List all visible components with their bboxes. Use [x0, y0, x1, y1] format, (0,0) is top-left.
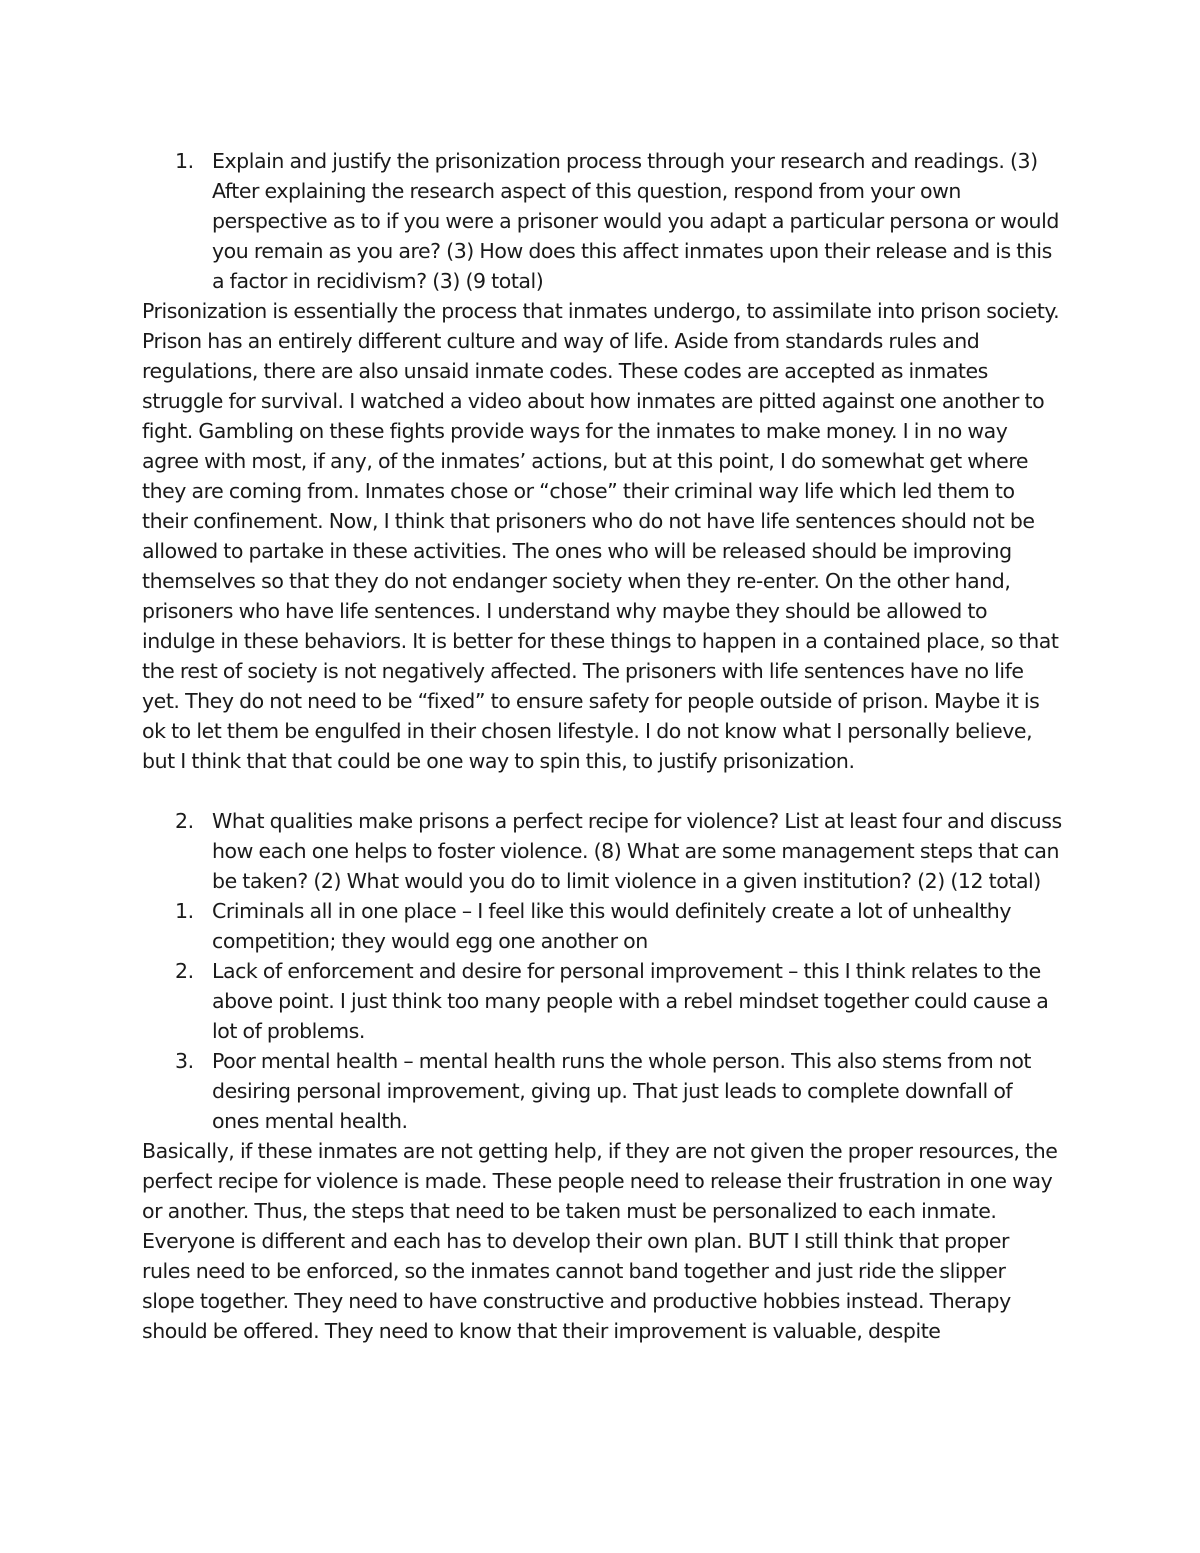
question-1-text: Explain and justify the prisonization process through your research and readings. (3) After explaining the research aspect of this question, respond from your own perspective as to if you were a prisoner would you adapt a particular persona or would you remain as you are? (3) How does this affect inmates upon their release and is this a factor in recidivism? (3) (9 total)	[212, 149, 1059, 293]
question-2-text: What qualities make prisons a perfect recipe for violence? List at least four and discuss how each one helps to foster violence. (8) What are some management steps that can be taken? (2) What would you do to limit violence in a given institution? (2) (12 total)	[212, 809, 1062, 893]
quality-item-2-number: 2.	[175, 959, 194, 983]
question-1-number: 1.	[175, 149, 194, 173]
question-2	[142, 806, 1062, 896]
quality-item-2-text: Lack of enforcement and desire for personal improvement – this I think relates to the above point. I just think too many people with a rebel mindset together could cause a lot of problems.	[212, 959, 1049, 1043]
question-2-number: 2.	[175, 809, 194, 833]
quality-item-1	[142, 896, 1062, 956]
quality-item-3	[142, 1046, 1062, 1136]
quality-item-1-number: 1.	[175, 899, 194, 923]
paragraph-spacer	[142, 776, 1062, 806]
answer-2: Basically, if these inmates are not getting help, if they are not given the proper resources, the perfect recipe for violence is made. These people need to release their frustration in one way or another. Thus, the steps that need to be taken must be personalized to each inmate. Everyone is different and each has to develop their own plan. BUT I still think that proper rules need to be enforced, so the inmates cannot band together and just ride the slipper slope together. They need to have constructive and productive hobbies instead. Therapy should be offered. They need to know that their improvement is valuable, despite	[142, 1139, 1058, 1343]
quality-item-2	[142, 956, 1062, 1046]
quality-item-3-text: Poor mental health – mental health runs the whole person. This also stems from not desiring personal improvement, giving up. That just leads to complete downfall of ones mental health.	[212, 1049, 1032, 1133]
answer-1: Prisonization is essentially the process that inmates undergo, to assimilate into prison society. Prison has an entirely different culture and way of life. Aside from standards rules and regulations, there are also unsaid inmate codes. These codes are accepted as inmates struggle for survival. I watched a video about how inmates are pitted against one another to fight. Gambling on these fights provide ways for the inmates to make money. I in no way agree with most, if any, of the inmates’ actions, but at this point, I do somewhat get where they are coming from. Inmates chose or “chose” their criminal way life which led them to their confinement. Now, I think that prisoners who do not have life sentences should not be allowed to partake in these activities. The ones who will be released should be improving themselves so that they do not endanger society when they re-enter. On the other hand, prisoners who have life sentences. I understand why maybe they should be allowed to indulge in these behaviors. It is better for these things to happen in a contained place, so that the rest of society is not negatively affected. The prisoners with life sentences have no life yet. They do not need to be “fixed” to ensure safety for people outside of prison. Maybe it is ok to let them be engulfed in their chosen lifestyle. I do not know what I personally believe, but I think that that could be one way to spin this, to justify prisonization.	[142, 299, 1060, 773]
quality-item-1-text: Criminals all in one place – I feel like this would definitely create a lot of unhealthy competition; they would egg one another on	[212, 899, 1012, 953]
quality-item-3-number: 3.	[175, 1049, 194, 1073]
document-page	[142, 146, 1062, 1346]
question-1	[142, 146, 1062, 296]
